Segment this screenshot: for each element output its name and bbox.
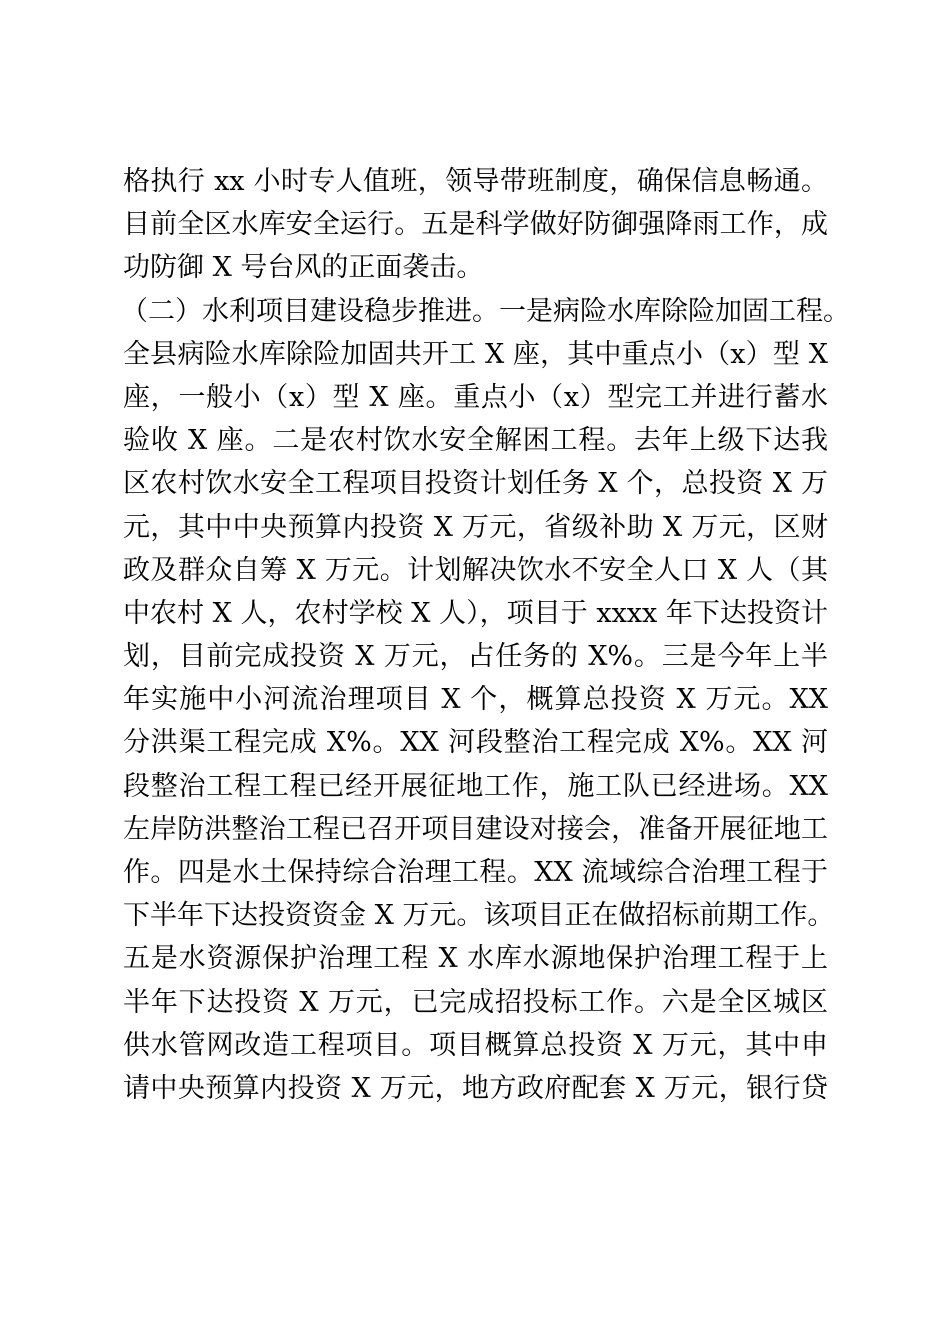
body-text <box>121 160 850 1110</box>
text-line: 作。四是水土保持综合治理工程。XX 流域综合治理工程于 <box>123 857 828 888</box>
text-line: 区农村饮水安全工程项目投资计划任务 X 个，总投资 X 万 <box>123 468 828 500</box>
text-line: 供水管网改造工程项目。项目概算总投资 X 万元，其中申 <box>123 1029 828 1061</box>
text-line: 验收 X 座。二是农村饮水安全解困工程。去年上级下达我 <box>123 425 828 457</box>
text-line: 五是水资源保护治理工程 X 水库水源地保护治理工程于上 <box>123 943 828 975</box>
text-line: 政及群众自筹 X 万元。计划解决饮水不安全人口 X 人（其 <box>123 554 828 586</box>
section-heading-line: （二）水利项目建设稳步推进。一是病险水库除险加固工程。 <box>121 295 850 327</box>
text-line: 划，目前完成投资 X 万元，占任务的 X%。三是今年上半 <box>123 641 828 673</box>
text-line: 中农村 X 人，农村学校 X 人），项目于 xxxx 年下达投资计 <box>123 597 828 629</box>
text-line: 半年下达投资 X 万元，已完成招投标工作。六是全区城区 <box>123 986 828 1018</box>
text-line: 元，其中中央预算内投资 X 万元，省级补助 X 万元，区财 <box>123 511 828 543</box>
text-line: 座，一般小（x）型 X 座。重点小（x）型完工并进行蓄水 <box>123 381 828 413</box>
text-line: 左岸防洪整治工程已召开项目建设对接会，准备开展征地工 <box>123 813 828 845</box>
text-line: 下半年下达投资资金 X 万元。该项目正在做招标前期工作。 <box>123 900 835 932</box>
text-line: 段整治工程工程已经开展征地工作，施工队已经进场。XX <box>123 770 828 802</box>
text-line: 分洪渠工程完成 X%。XX 河段整治工程完成 X%。XX 河 <box>123 727 828 759</box>
text-line: 格执行 xx 小时专人值班，领导带班制度，确保信息畅通。 <box>123 166 828 197</box>
text-line: 请中央预算内投资 X 万元，地方政府配套 X 万元，银行贷 <box>123 1072 828 1104</box>
text-line: 年实施中小河流治理项目 X 个，概算总投资 X 万元。XX <box>123 684 828 716</box>
text-line: 功防御 X 号台风的正面袭击。 <box>123 252 484 284</box>
text-line: 目前全区水库安全运行。五是科学做好防御强降雨工作，成 <box>123 209 828 241</box>
text-line: 全县病险水库除险加固共开工 X 座，其中重点小（x）型 X <box>123 338 828 370</box>
